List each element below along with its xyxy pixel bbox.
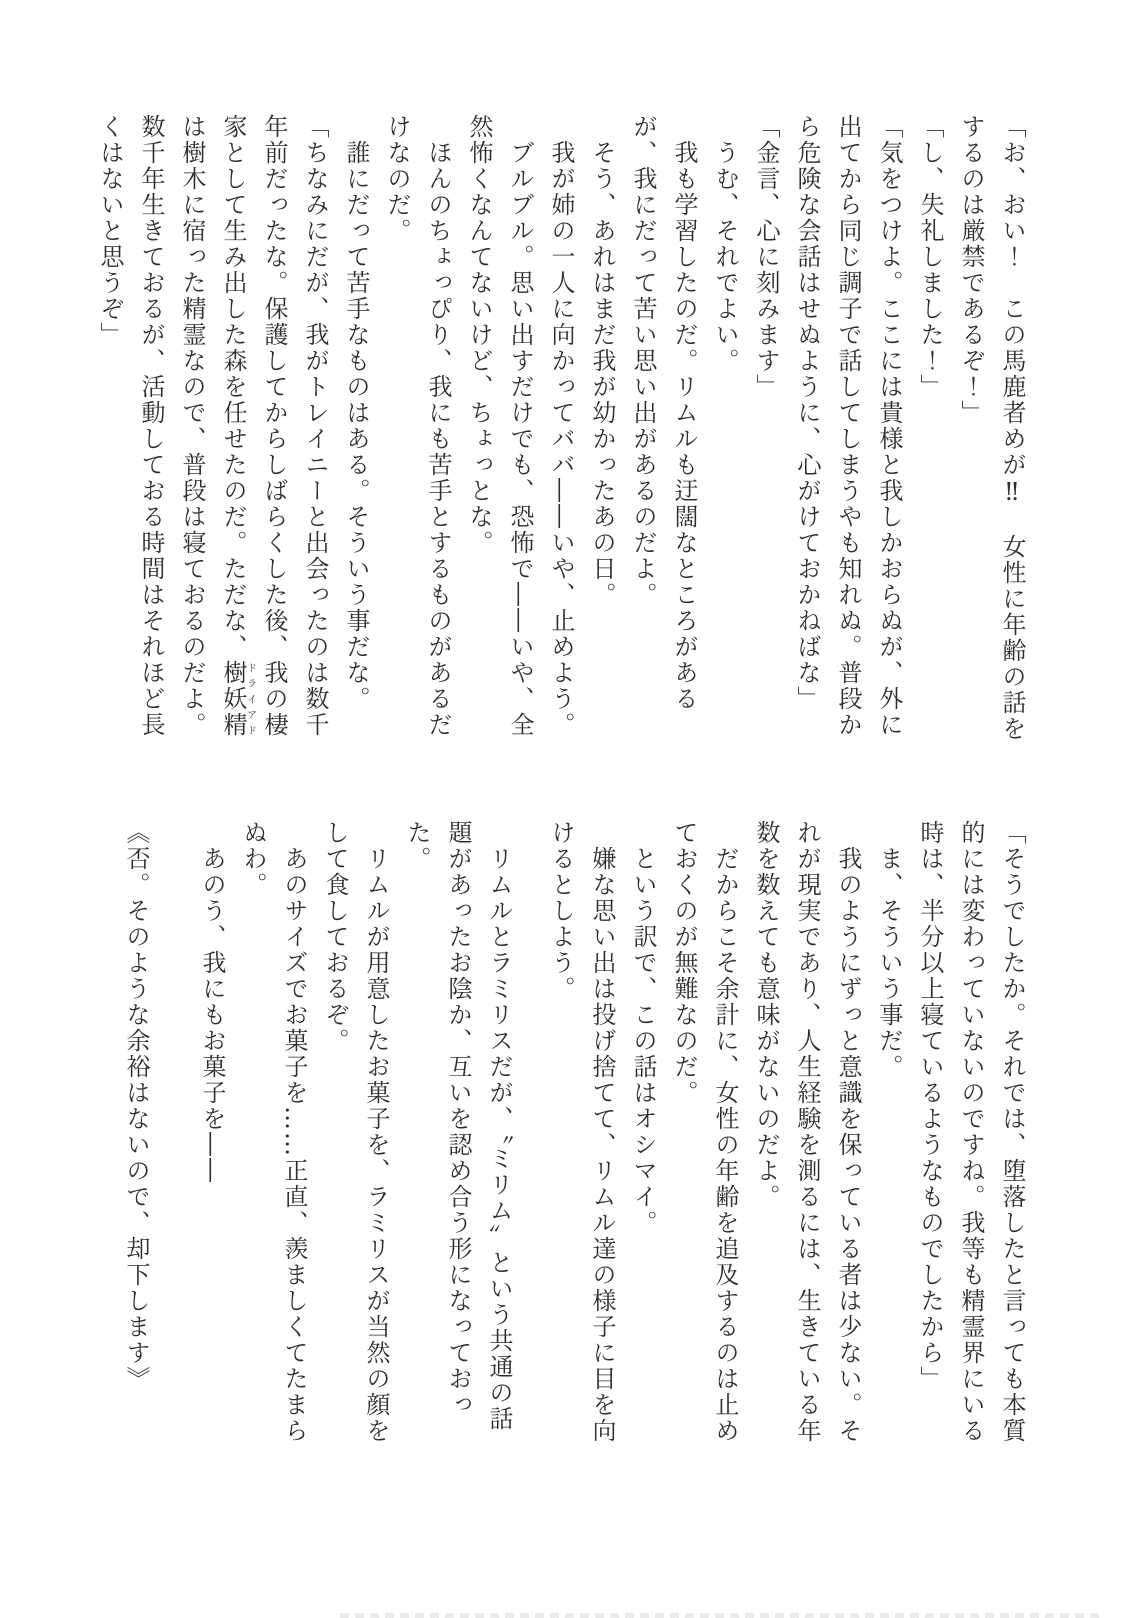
ruby-reading: ドライアド bbox=[244, 660, 256, 738]
paragraph: ほんのちょっぴり、我にも苦手とするものがあるだけなのだ。 bbox=[383, 114, 452, 738]
paragraph: 嫌な思い出は投げ捨てて、リムル達の様子に目を向けるとしよう。 bbox=[547, 820, 616, 1444]
text-block-top bbox=[89, 114, 1032, 746]
paragraph: ブルブル。思い出すだけでも、恐怖で――いや、全然怖くなんてないけど、ちょっとな。 bbox=[465, 114, 534, 738]
paragraph: あのう、我にもお菓子を―― bbox=[198, 820, 226, 1184]
paragraph: 「そうでしたか。それでは、堕落したと言っても本質的には変わっていないのですね。我等も精霊界にいる時は、半分以上寝ているようなものでしたから」 bbox=[916, 820, 1026, 1444]
paragraph: 「気をつけよ。ここには貴様と我しかおらぬが、外に出てから同じ調子で話してしまうやも知れぬ。普段から危険な会話はせぬように、心がけておかねばな」 bbox=[793, 114, 903, 738]
paragraph: という訳で、この話はオシマイ。 bbox=[629, 820, 657, 1236]
paragraph: そう、あれはまだ我が幼かったあの日。 bbox=[588, 114, 616, 608]
paragraph: あのサイズでお菓子を……正直、羨ましくてたまらぬわ。 bbox=[239, 820, 308, 1444]
paragraph bbox=[89, 114, 335, 746]
paragraph-text: 「ちなみにだが、我がトレイニーと出会ったのは数千年前だったな。保護してからしばらくした後、我の棲家として生み出した森を任せたのだ。ただな、 bbox=[219, 114, 329, 738]
paragraph: 誰にだって苦手なものはある。そういう事だな。 bbox=[342, 114, 370, 712]
paragraph: 我が姉の一人に向かってババ――いや、止めよう。 bbox=[547, 114, 575, 738]
paragraph: だからこそ余計に、女性の年齢を追及するのは止めておくのが無難なのだ。 bbox=[670, 820, 739, 1444]
paragraph: リムルが用意したお菓子を、ラミリスが当然の顔をして食しておるぞ。 bbox=[321, 820, 390, 1444]
paragraph: 「し、失礼しました！」 bbox=[916, 114, 944, 400]
paragraph-text: は樹木に宿った精霊なので、普段は寝ておるのだよ。数千年生きておるが、活動しておる時間はそれほど長くはないと思うぞ」 bbox=[96, 114, 206, 738]
ruby-dryad bbox=[219, 660, 256, 738]
paragraph: 我のようにずっと意識を保っている者は少ない。それが現実であり、人生経験を測るには、生きている年数を数えても意味がないのだよ。 bbox=[752, 820, 862, 1444]
paragraph: ま、そういう事だ。 bbox=[875, 820, 903, 1080]
paragraph: 《否。そのような余裕はないので、却下します》 bbox=[122, 820, 150, 1392]
paragraph: うむ、それでよい。 bbox=[711, 114, 739, 374]
paragraph: リムルとラミリスだが、〝ミリム〟という共通の話題があったお陰か、互いを認め合う形になっておった。 bbox=[403, 820, 513, 1432]
page-bottom-cropped-text bbox=[340, 1613, 1100, 1618]
text-block-bottom bbox=[115, 820, 1032, 1452]
paragraph: 「金言、心に刻みます」 bbox=[752, 114, 780, 400]
paragraph: 我も学習したのだ。リムルも迂闊なところがあるが、我にだって苦い思い出があるのだよ。 bbox=[629, 114, 698, 712]
paragraph: 「お、おい！ この馬鹿者めが‼ 女性に年齢の話をするのは厳禁であるぞ！」 bbox=[957, 114, 1026, 742]
ruby-base: 樹妖精 bbox=[219, 660, 247, 738]
